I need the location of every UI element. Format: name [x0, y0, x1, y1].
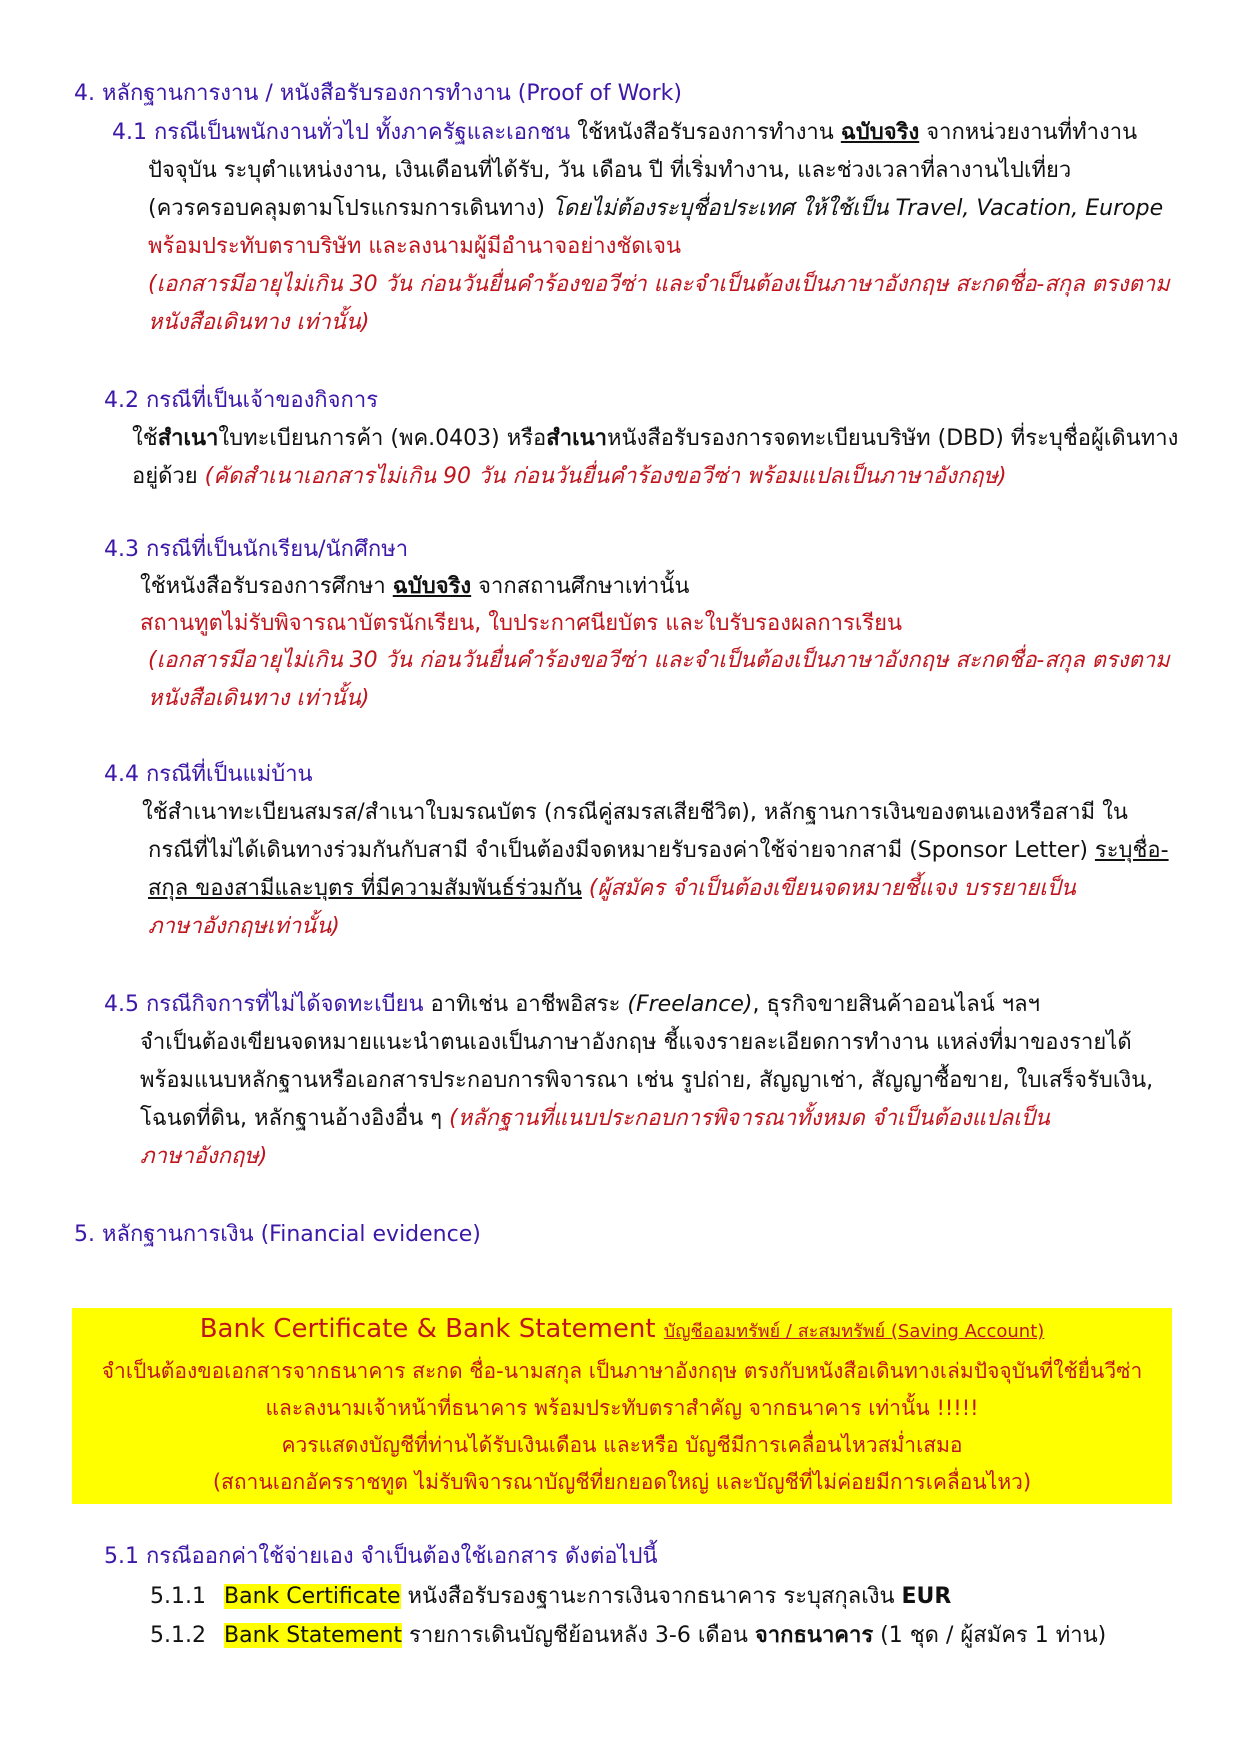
list-item: [150, 1621, 1106, 1651]
s45-line-1: [104, 990, 1040, 1020]
s44-line-1: ใช้สำเนาทะเบียนสมรส/สำเนาใบมรณบัตร (กรณีคู่สมรสเสียชีวิต), หลักฐานการเงินของตนเองหรือสามี ใน: [142, 800, 1128, 825]
list-item-name: Bank Certificate: [224, 1584, 401, 1609]
s45-l1c: , ธุรกิจขายสินค้าออนไลน์ ฯลฯ: [752, 992, 1040, 1017]
list-item-desc-b: จากธนาคาร: [754, 1623, 874, 1648]
s43-l1b: จากสถานศึกษาเท่านั้น: [471, 574, 690, 599]
bank-notice-box: [72, 1308, 1172, 1504]
s42-l1a: ใช้: [132, 426, 158, 451]
bank-box-title-sub: บัญชีออมทรัพย์ / สะสมทรัพย์ (Saving Account): [663, 1321, 1045, 1342]
bank-box-line-3: ควรแสดงบัญชีที่ท่านได้รับเงินเดือน และหรือ บัญชีมีการเคลื่อนไหวสม่ำเสมอ: [281, 1433, 963, 1457]
list-item: [150, 1582, 951, 1612]
s44-l2b: ระบุชื่อ-: [1094, 838, 1169, 863]
s43-l1a: ใช้หนังสือรับรองการศึกษา: [140, 574, 393, 599]
s42-line-2: [132, 462, 1007, 492]
s43-heading: 4.3 กรณีที่เป็นนักเรียน/นักศึกษา: [104, 537, 409, 562]
s41-line-3a: (ควรครอบคลุมตามโปรแกรมการเดินทาง): [148, 196, 552, 221]
s42-l1c: หนังสือรับรองการจดทะเบียนบริษัท (DBD) ที่ระบุชื่อผู้เดินทาง: [606, 426, 1179, 451]
list-item-desc-b: EUR: [901, 1584, 952, 1609]
s43-line-3: (เอกสารมีอายุไม่เกิน 30 วัน ก่อนวันยื่นคำร้องขอวีซ่า และจำเป็นต้องเป็นภาษาอังกฤษ สะกดชื่อ-สกุล ตรงตาม: [148, 648, 1170, 673]
s42-l1b: ใบทะเบียนการค้า (พค.0403) หรือ: [218, 426, 547, 451]
s45-line-4: [140, 1104, 1050, 1134]
s41-line-3: [148, 194, 1163, 224]
s42-heading: 4.2 กรณีที่เป็นเจ้าของกิจการ: [104, 388, 379, 413]
s42-copy-1: สำเนา: [157, 426, 219, 451]
s41-original: ฉบับจริง: [840, 120, 920, 145]
s41-lead: 4.1 กรณีเป็นพนักงานทั่วไป ทั้งภาครัฐและเอกชน: [112, 120, 571, 145]
s41-line-6: หนังสือเดินทาง เท่านั้น): [148, 310, 370, 335]
section-5-heading: 5. หลักฐานการเงิน (Financial evidence): [74, 1222, 481, 1247]
s51-heading: 5.1 กรณีออกค่าใช้จ่ายเอง จำเป็นต้องใช้เอกสาร ดังต่อไปนี้: [104, 1544, 658, 1569]
s45-l1a: อาทิเช่น อาชีพอิสระ: [423, 992, 628, 1017]
s45-lead: 4.5 กรณีกิจการที่ไม่ได้จดทะเบียน: [104, 992, 424, 1017]
bank-box-line-4: (สถานเอกอัครราชทูต ไม่รับพิจารณาบัญชีที่ยกยอดใหญ่ และบัญชีที่ไม่ค่อยมีการเคลื่อนไหว): [212, 1470, 1032, 1494]
s43-line-1: [140, 572, 689, 602]
s44-l2a: กรณีที่ไม่ได้เดินทางร่วมกันกับสามี จำเป็นต้องมีจดหมายรับรองค่าใช้จ่ายจากสามี (Sponsor Letter): [148, 838, 1095, 863]
s41-line-1: [112, 118, 1137, 148]
s42-line-1: [132, 424, 1178, 454]
s41-line-2: ปัจจุบัน ระบุตำแหน่งงาน, เงินเดือนที่ได้รับ, วัน เดือน ปี ที่เริ่มทำงาน, และช่วงเวลาที่ลางานไปเที่ยว: [148, 158, 1072, 183]
s41-text-b: จากหน่วยงานที่ทำงาน: [919, 120, 1138, 145]
s45-l4a: โฉนดที่ดิน, หลักฐานอ้างอิงอื่น ๆ: [140, 1106, 450, 1131]
s42-l2a: อยู่ด้วย: [132, 464, 205, 489]
s45-line-5: ภาษาอังกฤษ): [140, 1144, 268, 1169]
s41-line-5: (เอกสารมีอายุไม่เกิน 30 วัน ก่อนวันยื่นคำร้องขอวีซ่า และจำเป็นต้องเป็นภาษาอังกฤษ สะกดชื่อ-สกุล ตรงตาม: [148, 272, 1170, 297]
s42-copy-2: สำเนา: [546, 426, 607, 451]
list-item-desc-a: หนังสือรับรองฐานะการเงินจากธนาคาร ระบุสกุลเงิน: [400, 1584, 902, 1609]
s44-line-4: ภาษาอังกฤษเท่านั้น): [148, 914, 340, 939]
s41-line-4: พร้อมประทับตราบริษัท และลงนามผู้มีอำนาจอย่างชัดเจน: [148, 234, 682, 259]
s44-line-2: [148, 836, 1169, 866]
bank-box-line-1: จำเป็นต้องขอเอกสารจากธนาคาร สะกด ชื่อ-นามสกุล เป็นภาษาอังกฤษ ตรงกับหนังสือเดินทางเล่มปัจจุบันที่ใช้ยื่นวีซ่า: [101, 1359, 1143, 1383]
s44-heading: 4.4 กรณีที่เป็นแม่บ้าน: [104, 762, 313, 787]
bank-box-line-2: และลงนามเจ้าหน้าที่ธนาคาร พร้อมประทับตราสำคัญ จากธนาคาร เท่านั้น !!!!!: [265, 1396, 979, 1420]
s41-line-3b: โดยไม่ต้องระบุชื่อประเทศ ให้ใช้เป็น Travel, Vacation, Europe: [551, 196, 1164, 221]
list-item-desc-c: (1 ชุด / ผู้สมัคร 1 ท่าน): [873, 1623, 1107, 1648]
list-item-name: Bank Statement: [224, 1623, 403, 1648]
bank-box-title: [72, 1308, 1172, 1353]
bank-box-title-main: Bank Certificate & Bank Statement: [199, 1314, 664, 1344]
s43-original: ฉบับจริง: [392, 574, 472, 599]
s45-l1b: (Freelance): [627, 992, 753, 1017]
s43-line-2: สถานทูตไม่รับพิจารณาบัตรนักเรียน, ใบประกาศนียบัตร และใบรับรองผลการเรียน: [140, 611, 903, 636]
s44-l3b: (ผู้สมัคร จำเป็นต้องเขียนจดหมายชี้แจง บรรยายเป็น: [581, 876, 1076, 901]
s42-l2b: (คัดสำเนาเอกสารไม่เกิน 90 วัน ก่อนวันยื่นคำร้องขอวีซ่า พร้อมแปลเป็นภาษาอังกฤษ): [204, 464, 1007, 489]
s41-text-a: ใช้หนังสือรับรองการทำงาน: [570, 120, 841, 145]
s45-l4b: (หลักฐานที่แนบประกอบการพิจารณาทั้งหมด จำเป็นต้องแปลเป็น: [449, 1106, 1050, 1131]
s45-line-2: จำเป็นต้องเขียนจดหมายแนะนำตนเองเป็นภาษาอังกฤษ ชี้แจงรายละเอียดการทำงาน แหล่งที่มาของรายได้: [140, 1030, 1132, 1055]
s44-l3a: สกุล ของสามีและบุตร ที่มีความสัมพันธ์ร่วมกัน: [148, 876, 582, 901]
list-item-number: 5.1.1: [150, 1584, 206, 1609]
list-item-number: 5.1.2: [150, 1623, 206, 1648]
s43-line-4: หนังสือเดินทาง เท่านั้น): [148, 686, 370, 711]
list-item-desc-a: รายการเดินบัญชีย้อนหลัง 3-6 เดือน: [402, 1623, 755, 1648]
section-4-heading: 4. หลักฐานการงาน / หนังสือรับรองการทำงาน (Proof of Work): [74, 81, 682, 106]
s44-line-3: [148, 874, 1076, 904]
s45-line-3: พร้อมแนบหลักฐานหรือเอกสารประกอบการพิจารณา เช่น รูปถ่าย, สัญญาเช่า, สัญญาซื้อขาย, ใบเสร็จรับเงิน,: [140, 1068, 1154, 1093]
